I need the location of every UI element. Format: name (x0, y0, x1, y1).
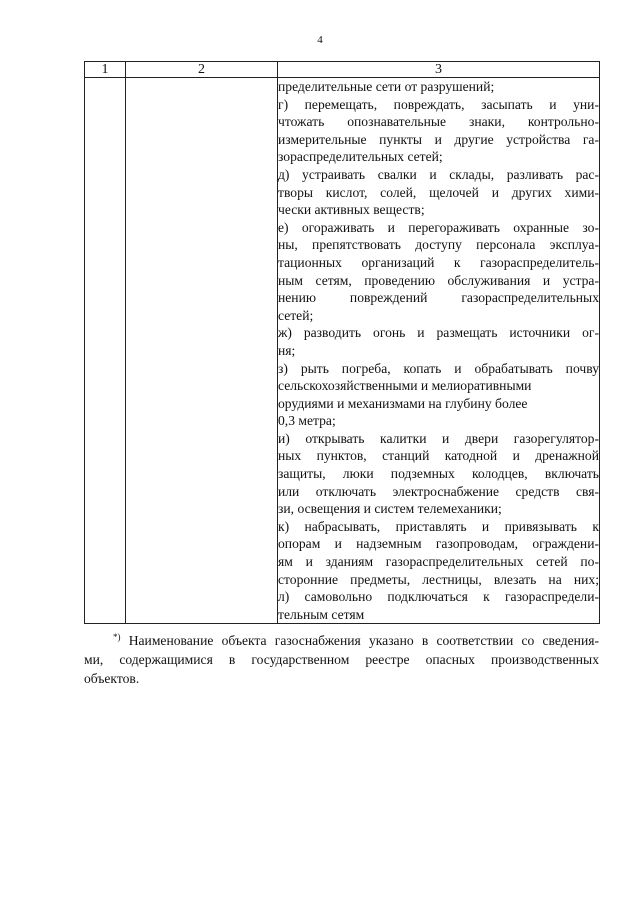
table-cell-col1 (85, 78, 126, 624)
cell-line: ных пунктов, станций катодной и дренажной (278, 448, 599, 464)
cell-line: орудиями и механизмами на глубину более (278, 395, 528, 411)
cell-line: 0,3 метра; (278, 413, 336, 429)
cell-line: сетей; (278, 307, 314, 323)
cell-line: зи, освещения и систем телемеханики; (278, 501, 502, 517)
cell-line: чески активных веществ; (278, 202, 425, 218)
cell-line: ня; (278, 342, 296, 358)
table-cell-col3 (278, 78, 600, 624)
column-header-2: 2 (126, 62, 278, 78)
cell-line: ям и зданиям газораспределительных сетей по- (278, 554, 599, 570)
cell-line: пределительные сети от разрушений; (278, 79, 495, 94)
cell-line: д) устраивать свалки и склады, разливать рас- (278, 166, 599, 182)
cell-line: ны, препятствовать доступу персонала эксплуа- (278, 237, 599, 253)
footnote-marker: *) (113, 632, 121, 642)
column-header-1: 1 (85, 62, 126, 78)
cell-line: к) набрасывать, приставлять и привязывать к (278, 518, 599, 534)
cell-line: ным сетям, проведению обслуживания и устра- (278, 272, 599, 288)
table-row (85, 78, 600, 624)
footnote-line: ми, содержащимися в государственном реестре опасных производственных (84, 652, 599, 667)
footnote (84, 628, 599, 688)
table-header-row (85, 62, 600, 78)
cell-line: сельскохозяйственными и мелиоративными (278, 378, 532, 394)
page-number: 4 (317, 34, 323, 46)
footnote-line (84, 628, 599, 650)
footnote-text: Наименование объекта газоснабжения указано в соответствии со сведения- (120, 633, 599, 648)
cell-line: защиты, люки подземных колодцев, включать (278, 466, 599, 482)
cell-line: измерительные пункты и другие устройства га- (278, 131, 599, 147)
cell-line: или отключать электроснабжение средств свя- (278, 483, 599, 499)
column-header-3: 3 (278, 62, 600, 78)
cell-line: ж) разводить огонь и размещать источники ог- (278, 325, 599, 341)
cell-line: опорам и надземным газопроводам, ограждени- (278, 536, 599, 552)
cell-line: творы кислот, солей, щелочей и других хими- (278, 184, 599, 200)
cell-line: тационных организаций к газораспределитель- (278, 254, 599, 270)
cell-line: г) перемещать, повреждать, засыпать и уни- (278, 96, 599, 112)
cell-line: тельным сетям (278, 606, 365, 622)
cell-line: и) открывать калитки и двери газорегулятор- (278, 430, 599, 446)
cell-line: л) самовольно подключаться к газораспредели- (278, 589, 599, 605)
cell-line: сторонние предметы, лестницы, влезать на них; (278, 571, 599, 587)
table-cell-col2 (126, 78, 278, 624)
cell-line: нению повреждений газораспределительных (278, 290, 599, 306)
cell-line: чтожать опознавательные знаки, контрольно- (278, 114, 599, 130)
footnote-line: объектов. (84, 671, 140, 686)
requirements-table (84, 61, 600, 624)
cell-line: зораспределительных сетей; (278, 149, 443, 165)
cell-line: з) рыть погреба, копать и обрабатывать почву (278, 360, 599, 376)
cell-line: е) огораживать и перегораживать охранные зо- (278, 219, 599, 235)
